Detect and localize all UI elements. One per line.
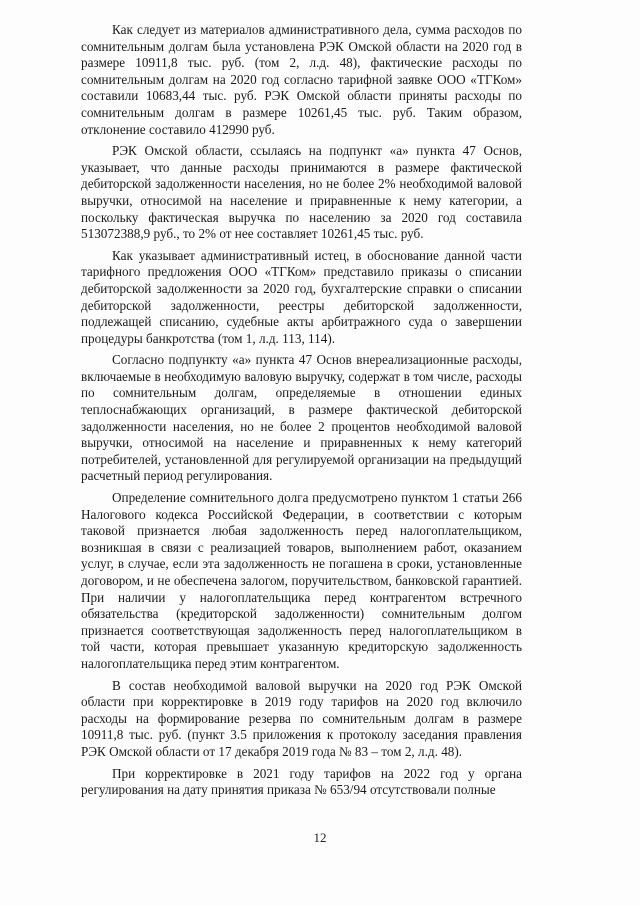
paragraph-4: Согласно подпункту «а» пункта 47 Основ внереализационные расходы, включаемые в необходимую валовую выручку, содержат в том числе, расходы по сомнительным долгам, определяемые в отношении единых теплоснабжающих организаций, в размере фактической дебиторской задолженности населения, но не более 2 процентов необходимой валовой выручки, относимой на население и приравненных к нему категорий потребителей, установленной для регулируемой организации на предыдущий расчетный период регулирования.	[81, 352, 522, 484]
paragraph-2: РЭК Омской области, ссылаясь на подпункт «а» пункта 47 Основ, указывает, что данные расходы принимаются в размере фактической дебиторской задолженности населения, но не более 2% необходимой валовой выручки, относимой на население и приравненные к нему категории, а поскольку фактическая выручка по населению за 2020 год составила 513072388,9 руб., то 2% от нее составляет 10261,45 тыс. руб.	[81, 143, 522, 242]
paragraph-1: Как следует из материалов административного дела, сумма расходов по сомнительным долгам была установлена РЭК Омской области на 2020 год в размере 10911,8 тыс. руб. (том 2, л.д. 48), фактические расходы по сомнительным долгам на 2020 год согласно тарифной заявке ООО «ТГКом» составили 10683,44 тыс. руб. РЭК Омской области приняты расходы по сомнительным долгам в размере 10261,45 тыс. руб. Таким образом, отклонение составило 412990 руб.	[81, 22, 522, 137]
document-body	[81, 22, 522, 804]
page-number: 12	[313, 830, 327, 845]
paragraph-3: Как указывает административный истец, в обоснование данной части тарифного предложения ООО «ТГКом» представило приказы о списании дебиторской задолженности за 2020 год, бухгалтерские справки о списании дебиторской задолженности, реестры дебиторской задолженности, подлежащей списанию, судебные акты арбитражного суда о завершении процедуры банкротства (том 1, л.д. 113, 114).	[81, 247, 522, 346]
paragraph-5: Определение сомнительного долга предусмотрено пунктом 1 статьи 266 Налогового кодекса Российской Федерации, в соответствии с которым таковой признается любая задолженность перед налогоплательщиком, возникшая в связи с реализацией товаров, выполнением работ, оказанием услуг, в случае, если эта задолженность не погашена в сроки, установленные договором, и не обеспечена залогом, поручительством, банковской гарантией. При наличии у налогоплательщика перед контрагентом встречного обязательства (кредиторской задолженности) сомнительным долгом признается соответствующая задолженность перед налогоплательщиком в той части, которая превышает указанную кредиторскую задолженность налогоплательщика перед этим контрагентом.	[81, 490, 522, 671]
paragraph-6: В состав необходимой валовой выручки на 2020 год РЭК Омской области при корректировке в 2019 году тарифов на 2020 год включило расходы на формирование резерва по сомнительным долгам в размере 10911,8 тыс. руб. (пункт 3.5 приложения к протоколу заседания правления РЭК Омской области от 17 декабря 2019 года № 83 – том 2, л.д. 48).	[81, 677, 522, 759]
paragraph-7: При корректировке в 2021 году тарифов на 2022 год у органа регулирования на дату принятия приказа № 653/94 отсутствовали полные	[81, 765, 522, 798]
